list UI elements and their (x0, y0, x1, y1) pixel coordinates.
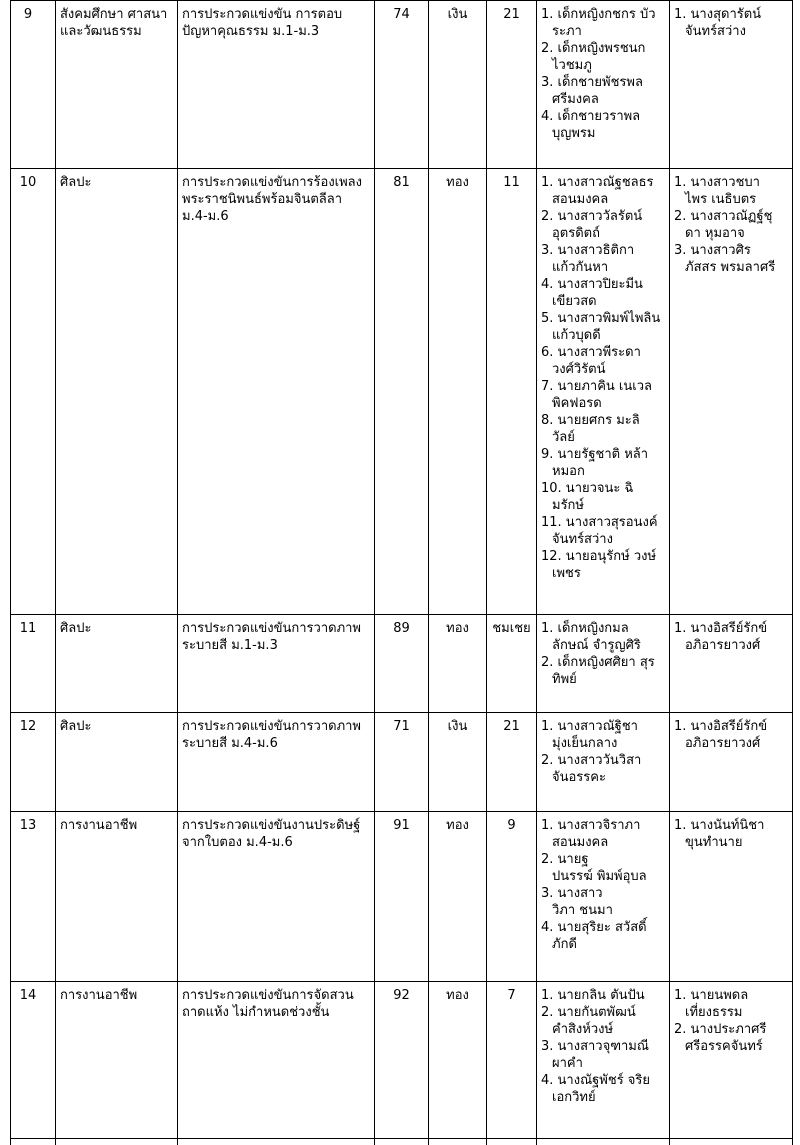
students-line: เพชร (552, 566, 581, 581)
cell-learning-group: การงานอาชีพ (56, 812, 178, 982)
students-line: 1. นางสาวจิราภา (541, 818, 641, 833)
students-line: ไวชมภู (552, 58, 592, 73)
students-line: แก้วกันหา (552, 260, 609, 275)
cell-score: 89 (375, 615, 429, 713)
students-line: แก้วบุดดี (552, 328, 601, 343)
cell-rank: 7 (487, 982, 537, 1139)
table-row (11, 1, 793, 169)
cell-students (537, 713, 670, 812)
students-line: มรักษ์ (552, 498, 584, 513)
students-line: 8. นายยศกร มะลิ (541, 413, 640, 428)
students-line: จันอรรคะ (552, 770, 606, 785)
teachers-line: 2. นางสาวณัฏฐ์ชุ (674, 209, 773, 224)
students-line: เอกวิทย์ (552, 1090, 596, 1105)
students-line: 2. เด็กหญิงพรชนก (541, 41, 646, 56)
students-line: จันทร์สว่าง (552, 532, 613, 547)
students-line: 12. นายอนุรักษ์ วงษ์ (541, 549, 657, 564)
teachers-line: 1. นางนันท์นิชา (674, 818, 765, 833)
cell-number: 10 (11, 169, 56, 615)
table-row (11, 169, 793, 615)
students-line: 11. นางสาวสุรอนงค์ (541, 515, 658, 530)
students-line: วัลย์ (552, 430, 575, 445)
cell-rank: 21 (487, 1, 537, 169)
teachers-line: เที่ยงธรรม (685, 1005, 743, 1020)
cell-score: 74 (375, 1, 429, 169)
cell-medal: ทอง (429, 982, 487, 1139)
students-line: มุ่งเย็นกลาง (552, 736, 618, 751)
students-line: 4. นายสุริยะ สวัสดิ์ (541, 920, 647, 935)
students-line: ระภา (552, 24, 582, 39)
teachers-line: ภัสสร พรมลาศรี (685, 260, 776, 275)
cell-teachers (670, 615, 793, 713)
students-line: 6. นางสาวพีระดา (541, 345, 641, 360)
students-line: 1. นางสาวณัฐิชา (541, 719, 638, 734)
cell-learning-group: ศิลปะ (56, 713, 178, 812)
students-line: ภักดี (552, 937, 577, 952)
cell-learning-group: ศิลปะ (56, 169, 178, 615)
students-line: 3. นางสาวธิติกา (541, 243, 635, 258)
students-line: 7. นายภาคิน เนเวล (541, 379, 652, 394)
cell-teachers (670, 713, 793, 812)
teachers-line: 2. นางประภาศรี (674, 1022, 767, 1037)
students-line: อุตรดิตถ์ (552, 226, 600, 241)
cell-learning-group: สังคมศึกษา ศาสนาและวัฒนธรรม (56, 1, 178, 169)
students-line: 2. นางสาววัลรัตน์ (541, 209, 643, 224)
students-line: 1. เด็กหญิงกมล (541, 621, 629, 636)
cell-number: 14 (11, 982, 56, 1139)
table-row (11, 812, 793, 982)
cell-rank: 21 (487, 713, 537, 812)
teachers-line: ดา หุมอาจ (685, 226, 745, 241)
table-row (11, 615, 793, 713)
cell-number: 13 (11, 812, 56, 982)
students-line: 2. นายฐ (541, 852, 589, 867)
cell-medal: ทอง (429, 169, 487, 615)
cell-rank: 9 (487, 812, 537, 982)
cell-teachers (670, 982, 793, 1139)
students-line: 10. นายวจนะ ฉิ (541, 481, 634, 496)
cell-event: การประกวดแข่งขัน การตอบปัญหาคุณธรรม ม.1-ม.3 (178, 1, 375, 169)
students-line: วงศ์วิรัตน์ (552, 362, 606, 377)
cell-event: การประกวดแข่งขันการวาดภาพระบายสี ม.1-ม.3 (178, 615, 375, 713)
students-line: 1. นายกลิน ตันปัน (541, 988, 645, 1003)
cell-event: การประกวดแข่งขันการร้องเพลงพระราชนิพนธ์พร้อมจินตลีลา ม.4-ม.6 (178, 169, 375, 615)
teachers-line: 1. นางสาวชบา (674, 175, 760, 190)
students-line: 3. นางสาว (541, 886, 603, 901)
cell-event: การประกวดแข่งขันการจัดสวนถาดแห้ง ไม่กำหนดช่วงชั้น (178, 982, 375, 1139)
cell-number: 11 (11, 615, 56, 713)
cell-teachers (670, 812, 793, 982)
students-line: 4. นางณัฐพัชร์ จริย (541, 1073, 651, 1088)
cell-score: 81 (375, 169, 429, 615)
teachers-line: อภิอารยาวงศ์ (685, 736, 761, 751)
table-row (11, 713, 793, 812)
cell-number: 9 (11, 1, 56, 169)
students-line: ปนรรฆ์ พิมพ์อุบล (552, 869, 647, 884)
cell-number: 12 (11, 713, 56, 812)
teachers-line: 3. นางสาวศิร (674, 243, 751, 258)
cell-students (537, 169, 670, 615)
students-line: วิภา ชนมา (552, 903, 613, 918)
cell-learning-group: ศิลปะ (56, 615, 178, 713)
teachers-line: 1. นางสุดารัตน์ (674, 7, 762, 22)
students-line: 2. นายกันตพัฒน์ (541, 1005, 636, 1020)
students-line: หมอก (552, 464, 585, 479)
cell-teachers (670, 1, 793, 169)
students-line: คำสิงห์วงษ์ (552, 1022, 614, 1037)
cell-rank: ชมเชย (487, 615, 537, 713)
teachers-line: ขุนทำนาย (685, 835, 743, 850)
students-line: พิคฟอรด (552, 396, 602, 411)
cell-event: การประกวดแข่งขันการวาดภาพระบายสี ม.4-ม.6 (178, 713, 375, 812)
cell-students (537, 812, 670, 982)
teachers-line: จันทร์สว่าง (685, 24, 746, 39)
cell-learning-group: การงานอาชีพ (56, 982, 178, 1139)
students-line: สอนมงคล (552, 835, 609, 850)
students-line: 5. นางสาวพิมพ์ไพลิน (541, 311, 661, 326)
cell-medal: ทอง (429, 812, 487, 982)
cell-score: 92 (375, 982, 429, 1139)
cell-students (537, 1, 670, 169)
teachers-line: 1. นางอิสรีย์รักข์ (674, 719, 768, 734)
students-line: ลักษณ์ จำรูญศิริ (552, 638, 641, 653)
students-line: 3. นางสาวจุฑามณี (541, 1039, 649, 1054)
students-line: 2. นางสาววันวิสา (541, 753, 642, 768)
students-line: ทิพย์ (552, 672, 577, 687)
teachers-line: อภิอารยาวงศ์ (685, 638, 761, 653)
cell-students (537, 982, 670, 1139)
teachers-line: ศรีอรรคจันทร์ (685, 1039, 763, 1054)
students-line: 1. นางสาวณัฐชลธร (541, 175, 654, 190)
students-line: 9. นายรัฐชาติ หล้า (541, 447, 649, 462)
students-line: ศรีมงคล (552, 92, 599, 107)
students-line: 4. นางสาวปิยะมีน (541, 277, 643, 292)
teachers-line: 1. นางอิสรีย์รักข์ (674, 621, 768, 636)
students-line: เขียวสด (552, 294, 597, 309)
students-line: 4. เด็กชายวราพล (541, 109, 641, 124)
cell-event: การประกวดแข่งขันงานประดิษฐ์จากใบตอง ม.4-ม.6 (178, 812, 375, 982)
cell-rank: 11 (487, 169, 537, 615)
cell-students (537, 615, 670, 713)
students-line: 2. เด็กหญิงศศิยา สุร (541, 655, 655, 670)
students-line: 1. เด็กหญิงกชกร บัว (541, 7, 656, 22)
results-table (10, 0, 793, 1145)
students-line: สอนมงคล (552, 192, 609, 207)
cell-score: 91 (375, 812, 429, 982)
students-line: 3. เด็กชายพัชรพล (541, 75, 643, 90)
table-row (11, 982, 793, 1139)
cell-medal: เงิน (429, 1, 487, 169)
students-line: บุญพรม (552, 126, 596, 141)
cell-medal: เงิน (429, 713, 487, 812)
students-line: ผาคำ (552, 1056, 583, 1071)
teachers-line: ไพร เนธิบตร (685, 192, 757, 207)
teachers-line: 1. นายนพดล (674, 988, 749, 1003)
cell-medal: ทอง (429, 615, 487, 713)
cell-teachers (670, 169, 793, 615)
cell-score: 71 (375, 713, 429, 812)
